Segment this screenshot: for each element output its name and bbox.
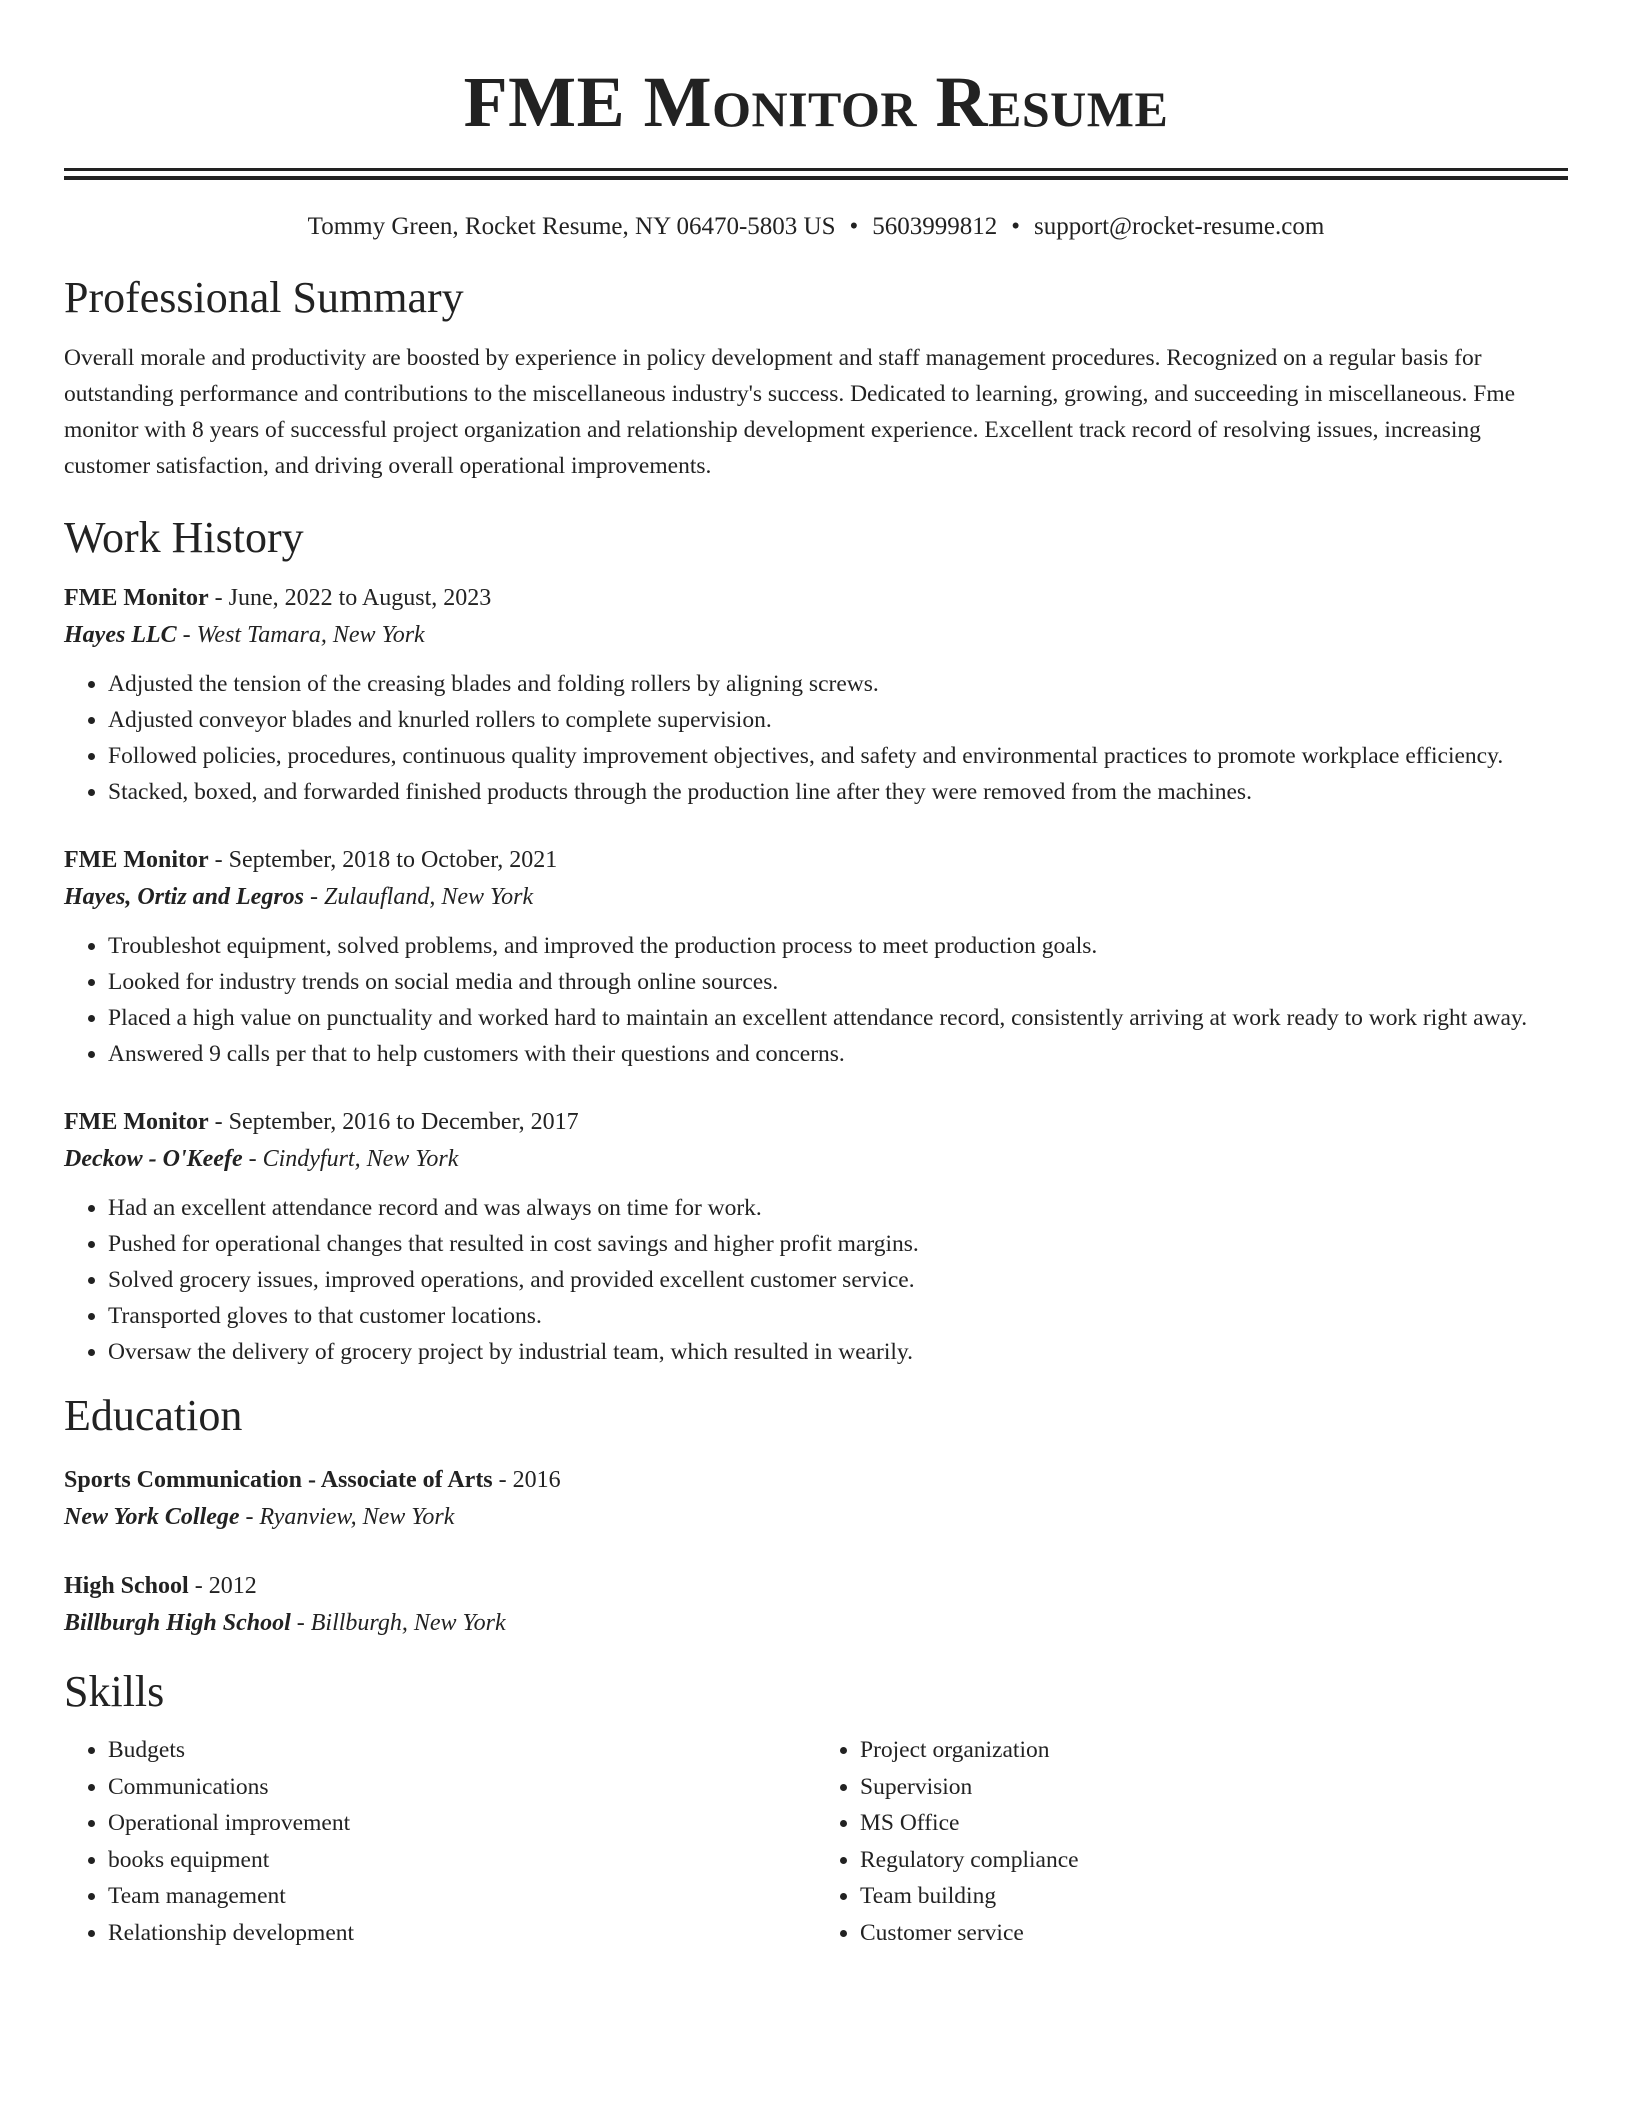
school-name: Billburgh High School bbox=[64, 1610, 291, 1636]
education-entry bbox=[64, 1462, 1568, 1536]
skill-item: • Project organization bbox=[860, 1732, 1568, 1769]
job-dates: - June, 2022 to August, 2023 bbox=[208, 585, 492, 611]
job-bullet: • Troubleshot equipment, solved problems, and improved the production process to meet production goals. bbox=[108, 928, 1568, 964]
contact-phone: 5603999812 bbox=[872, 213, 998, 240]
summary-text: Overall morale and productivity are boosted by experience in policy development and staff management procedures. Recognized on a regular basis for outstanding performance and contributions to the miscellaneous industry's success. Dedicated to learning, growing, and succeeding in miscellaneous. Fme monitor with 8 years of successful project organization and relationship development experience. Excellent track record of resolving issues, increasing customer satisfaction, and driving overall operational improvements. bbox=[64, 345, 1516, 479]
skill-item: • Customer service bbox=[860, 1915, 1568, 1952]
job-bullet: • Pushed for operational changes that resulted in cost savings and higher profit margins. bbox=[108, 1226, 1568, 1262]
job-bullet: • Stacked, boxed, and forwarded finished products through the production line after they were removed from the machines. bbox=[108, 774, 1568, 810]
skills-list-left bbox=[64, 1732, 816, 1951]
job-dates: - September, 2018 to October, 2021 bbox=[208, 847, 558, 873]
job-title-line bbox=[64, 580, 1568, 616]
graduation-year: - 2016 bbox=[492, 1467, 561, 1493]
skill-item: • MS Office bbox=[860, 1805, 1568, 1842]
graduation-year: - 2012 bbox=[188, 1573, 257, 1599]
job-company-line bbox=[64, 878, 1568, 916]
job-bullet: • Looked for industry trends on social media and through online sources. bbox=[108, 964, 1568, 1000]
school-location: - Billburgh, New York bbox=[290, 1610, 506, 1636]
job-title: FME Monitor bbox=[64, 847, 209, 873]
job-location: - Zulaufland, New York bbox=[304, 884, 534, 910]
job-company: Deckow - O'Keefe bbox=[64, 1146, 243, 1172]
skill-item: • books equipment bbox=[108, 1842, 816, 1879]
job-bullet: • Solved grocery issues, improved operations, and provided excellent customer service. bbox=[108, 1262, 1568, 1298]
job-bullet: • Transported gloves to that customer locations. bbox=[108, 1298, 1568, 1334]
job-location: - West Tamara, New York bbox=[176, 622, 425, 648]
job-title-line bbox=[64, 842, 1568, 878]
section-heading-summary: Professional Summary bbox=[64, 273, 464, 322]
job-company-line bbox=[64, 616, 1568, 654]
job-bullet: • Answered 9 calls per that to help customers with their questions and concerns. bbox=[108, 1036, 1568, 1072]
skills-list-right bbox=[816, 1732, 1568, 1951]
job-bullet: • Followed policies, procedures, continuous quality improvement objectives, and safety and environmental practices to promote workplace efficiency. bbox=[108, 738, 1568, 774]
section-heading-work-history: Work History bbox=[64, 513, 304, 562]
skill-item: • Supervision bbox=[860, 1769, 1568, 1806]
job-entry bbox=[64, 842, 1568, 1072]
skills-columns bbox=[64, 1732, 1568, 1951]
job-bullet: • Placed a high value on punctuality and worked hard to maintain an excellent attendance record, consistently arriving at work ready to work right away. bbox=[108, 1000, 1568, 1036]
section-heading-skills: Skills bbox=[64, 1667, 165, 1716]
education-section bbox=[64, 1388, 1568, 1642]
education-entry bbox=[64, 1568, 1568, 1642]
job-entry bbox=[64, 580, 1568, 810]
job-bullet: • Adjusted the tension of the creasing blades and folding rollers by aligning screws. bbox=[108, 666, 1568, 702]
job-bullets bbox=[64, 928, 1568, 1072]
skills-section bbox=[64, 1664, 1568, 1951]
contact-email: support@rocket-resume.com bbox=[1034, 213, 1325, 240]
skill-item: • Operational improvement bbox=[108, 1805, 816, 1842]
degree: High School bbox=[64, 1573, 189, 1599]
job-title: FME Monitor bbox=[64, 585, 209, 611]
skill-item: • Communications bbox=[108, 1769, 816, 1806]
job-company: Hayes, Ortiz and Legros bbox=[64, 884, 304, 910]
job-location: - Cindyfurt, New York bbox=[242, 1146, 459, 1172]
degree-line bbox=[64, 1462, 1568, 1498]
job-bullet: • Had an excellent attendance record and was always on time for work. bbox=[108, 1190, 1568, 1226]
school-line bbox=[64, 1498, 1568, 1536]
degree: Sports Communication - Associate of Arts bbox=[64, 1467, 493, 1493]
professional-summary-section bbox=[64, 270, 1568, 484]
job-bullets bbox=[64, 1190, 1568, 1370]
job-bullets bbox=[64, 666, 1568, 810]
job-entry bbox=[64, 1104, 1568, 1370]
job-bullet: • Oversaw the delivery of grocery project by industrial team, which resulted in wearily. bbox=[108, 1334, 1568, 1370]
title-double-rule bbox=[64, 168, 1568, 180]
school-name: New York College bbox=[64, 1504, 240, 1530]
job-bullet: • Adjusted conveyor blades and knurled rollers to complete supervision. bbox=[108, 702, 1568, 738]
resume-title: FME Monitor Resume bbox=[463, 62, 1169, 142]
degree-line bbox=[64, 1568, 1568, 1604]
job-title: FME Monitor bbox=[64, 1109, 209, 1135]
skill-item: • Team management bbox=[108, 1878, 816, 1915]
work-history-section bbox=[64, 510, 1568, 1370]
contact-address: Tommy Green, Rocket Resume, NY 06470-5803 US bbox=[307, 213, 836, 240]
job-title-line bbox=[64, 1104, 1568, 1140]
skill-item: • Relationship development bbox=[108, 1915, 816, 1952]
job-company: Hayes LLC bbox=[64, 622, 177, 648]
job-dates: - September, 2016 to December, 2017 bbox=[208, 1109, 579, 1135]
contact-line bbox=[64, 210, 1568, 244]
section-heading-education: Education bbox=[64, 1391, 243, 1440]
skill-item: • Team building bbox=[860, 1878, 1568, 1915]
job-company-line bbox=[64, 1140, 1568, 1178]
contact-separator: • bbox=[1011, 213, 1021, 240]
skill-item: • Budgets bbox=[108, 1732, 816, 1769]
school-location: - Ryanview, New York bbox=[239, 1504, 455, 1530]
skill-item: • Regulatory compliance bbox=[860, 1842, 1568, 1879]
contact-separator: • bbox=[849, 213, 859, 240]
school-line bbox=[64, 1604, 1568, 1642]
